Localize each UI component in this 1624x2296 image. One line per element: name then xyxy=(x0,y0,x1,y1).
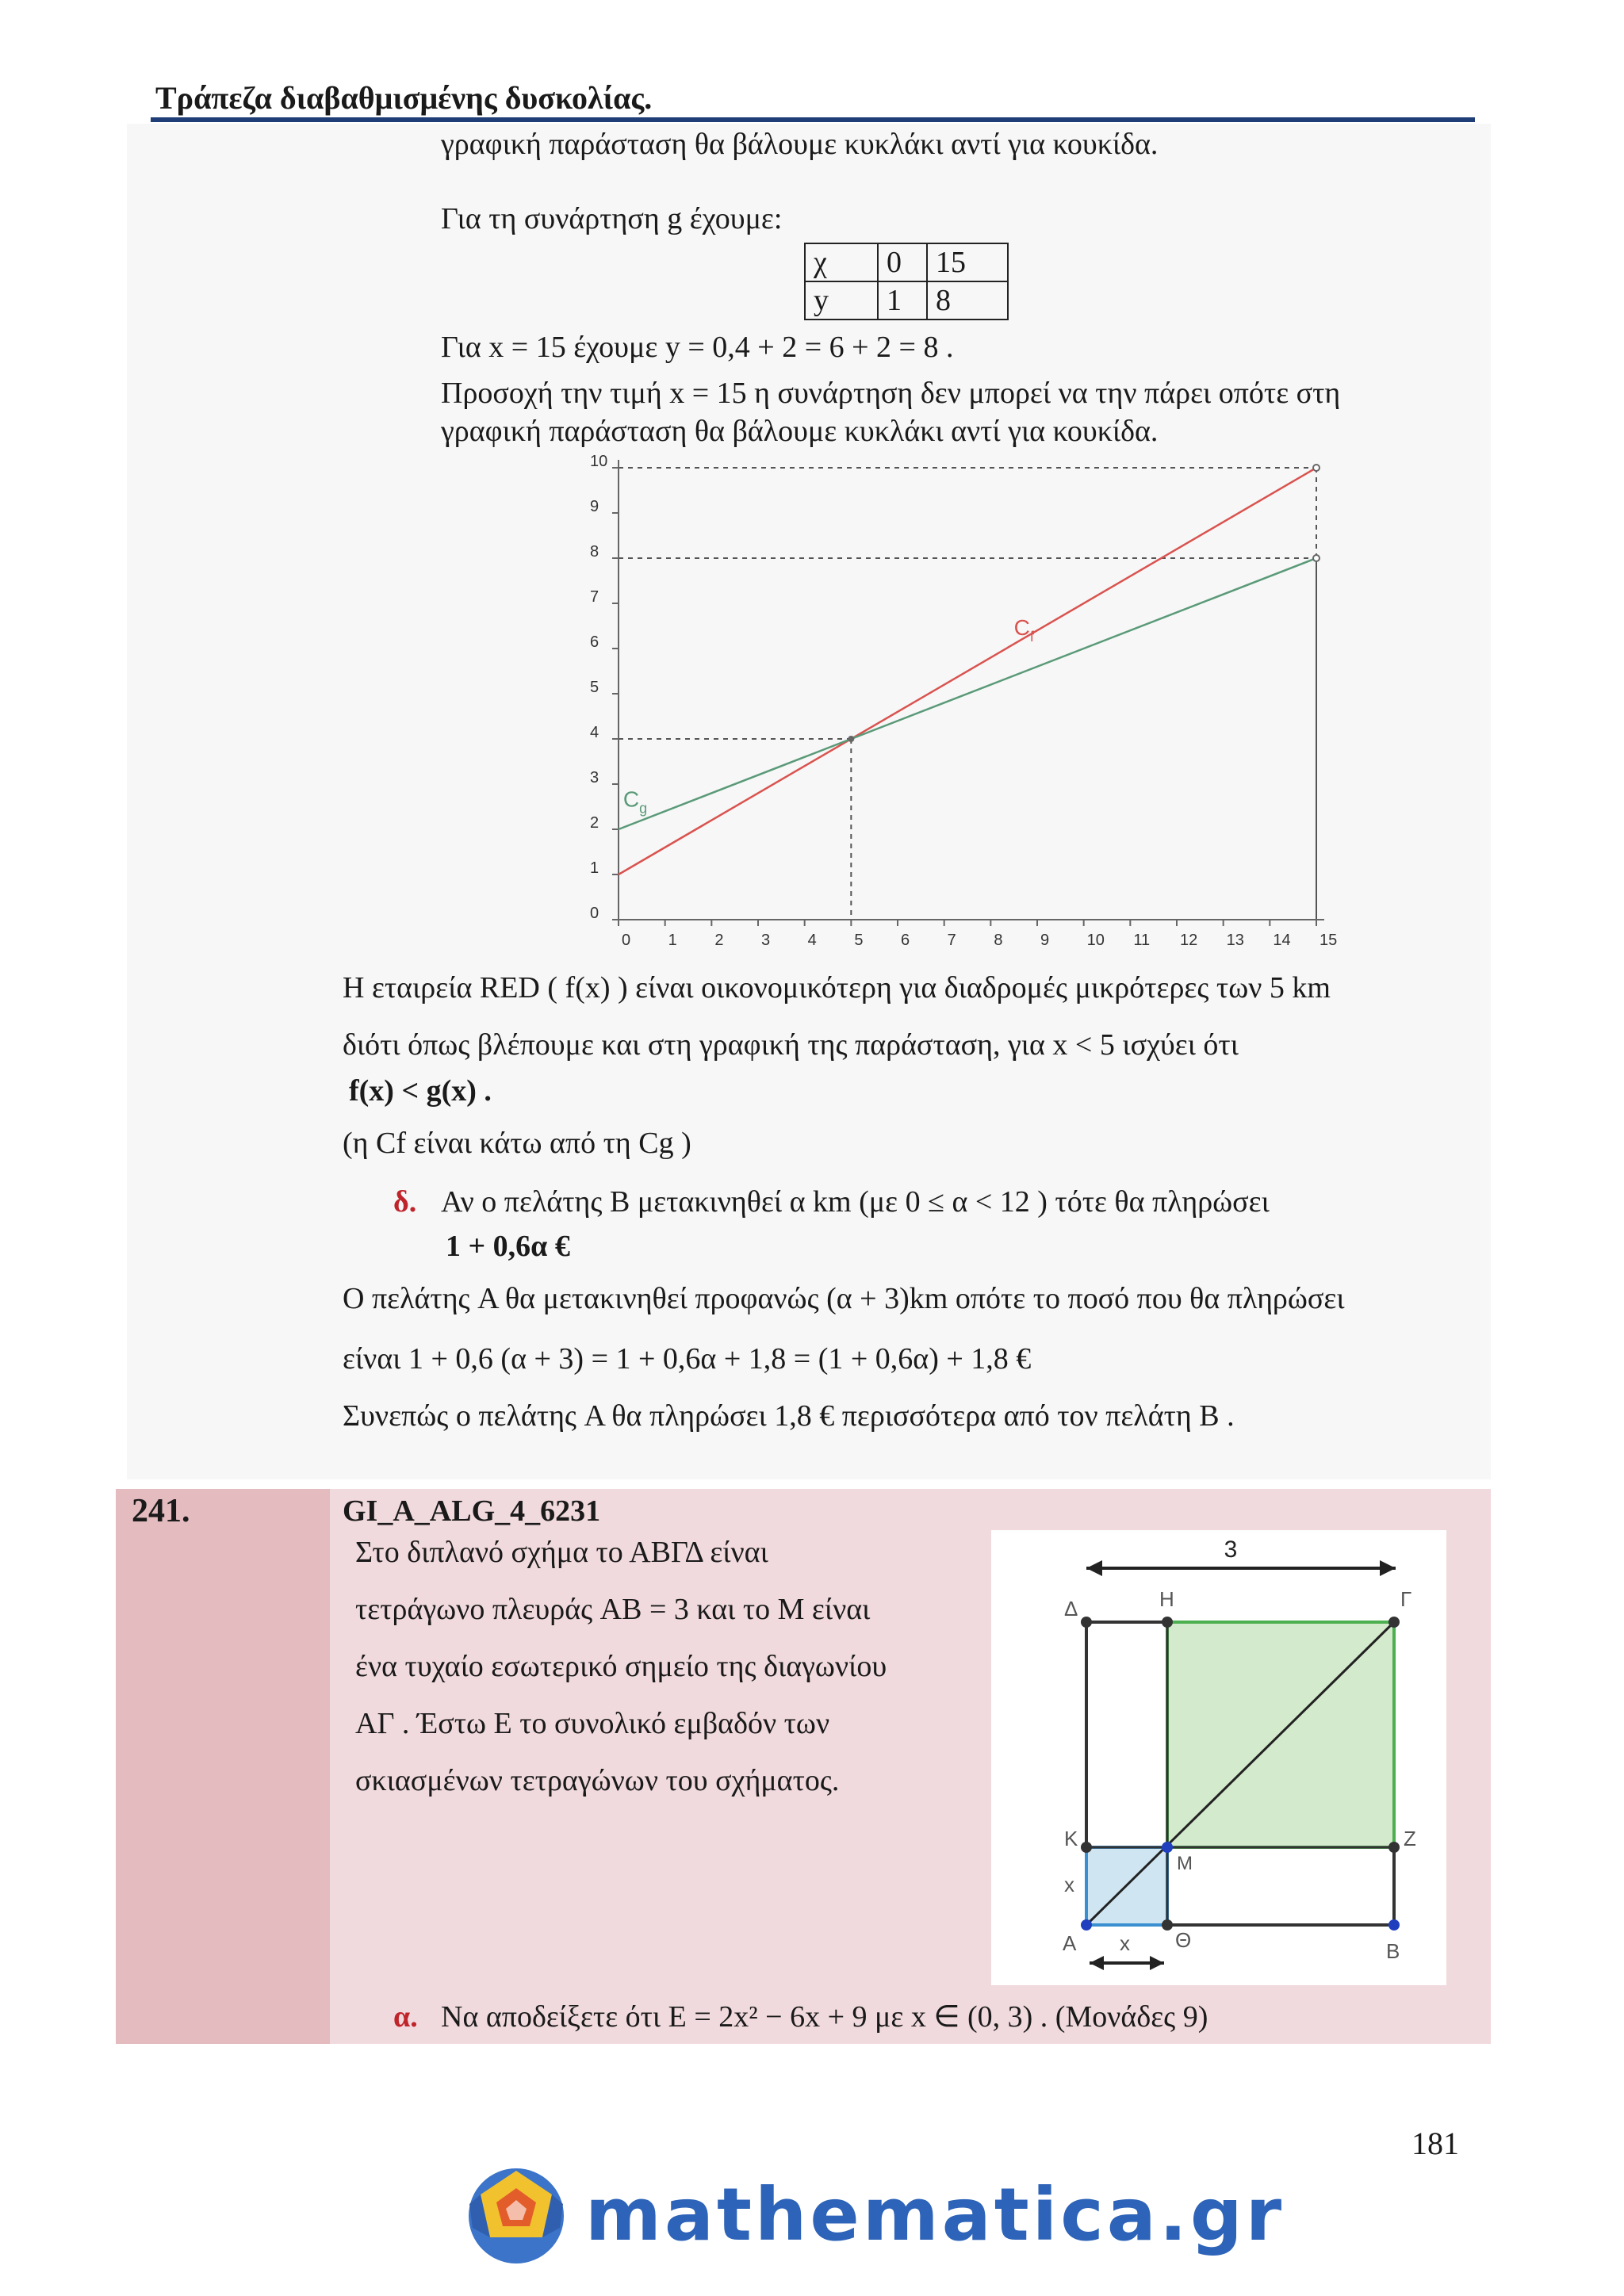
x-tick-label: 3 xyxy=(761,932,771,949)
series-label-cg: $C_g$ xyxy=(622,786,648,817)
y-tick-label: 0 xyxy=(590,905,599,922)
y-tick-label: 3 xyxy=(590,769,599,786)
y-tick-label: 10 xyxy=(590,453,608,470)
table-cell: 15 xyxy=(927,243,1008,281)
series-line-cf xyxy=(619,468,1316,874)
y-tick-label: 7 xyxy=(590,588,599,606)
table-cell: χ xyxy=(805,243,878,281)
y-tick-label: 2 xyxy=(590,814,599,832)
point-a xyxy=(1081,1919,1092,1931)
customer-a-line-1: Ο πελάτης A θα μετακινηθεί προφανώς (α + 3)km οπότε το ποσό που θα πληρώσει xyxy=(343,1282,1345,1315)
x-tick-label: 13 xyxy=(1226,932,1244,949)
part-alpha-text: Να αποδείξετε ότι E = 2x² − 6x + 9 με x ∈ (0, 3) . (Μονάδες 9) xyxy=(441,2000,1208,2034)
x-tick-label: 14 xyxy=(1273,932,1291,949)
logo-polyhedron-icon xyxy=(465,2164,568,2267)
point-m xyxy=(1162,1842,1173,1853)
x-tick-label: 8 xyxy=(994,932,1003,949)
conclusion-line-3: f(x) < g(x) . xyxy=(349,1074,492,1108)
x-tick-label: 2 xyxy=(714,932,724,949)
label-z: Z xyxy=(1404,1827,1416,1850)
customer-a-line-3: Συνεπώς ο πελάτης A θα πληρώσει 1,8 € περισσότερα από τον πελάτη B . xyxy=(343,1399,1235,1433)
label-x-side: x xyxy=(1064,1873,1074,1896)
square-figure xyxy=(991,1530,1446,1985)
part-delta-label: δ. xyxy=(393,1185,417,1219)
x-tick-label: 11 xyxy=(1133,932,1151,949)
part-delta-line-1: Αν ο πελάτης B μετακινηθεί α km (με 0 ≤ α < 12 ) τότε θα πληρώσει xyxy=(441,1185,1270,1219)
header-rule xyxy=(151,117,1475,122)
x15-line: Για x = 15 έχουμε y = 0,4 + 2 = 6 + 2 = 8 . xyxy=(441,331,954,364)
x-tick-label: 6 xyxy=(901,932,910,949)
conclusion-line-2: διότι όπως βλέπουμε και στη γραφική της παράσταση, για x < 5 ισχύει ότι xyxy=(343,1028,1239,1062)
conclusion-line-4: (η Cf είναι κάτω από τη Cg ) xyxy=(343,1127,691,1160)
table-cell: y xyxy=(805,281,878,320)
open-endpoint xyxy=(1313,465,1320,471)
y-tick-label: 6 xyxy=(590,633,599,651)
point-z xyxy=(1388,1842,1400,1853)
arrowhead-right xyxy=(1380,1560,1396,1576)
arrowhead-left xyxy=(1090,1956,1104,1970)
label-g: Γ xyxy=(1400,1587,1412,1611)
y-tick-label: 9 xyxy=(590,498,599,515)
point-theta xyxy=(1162,1919,1173,1931)
x-tick-label: 7 xyxy=(947,932,956,949)
y-tick-label: 5 xyxy=(590,679,599,696)
label-b: B xyxy=(1386,1939,1400,1963)
value-table-g xyxy=(804,243,1009,320)
x-tick-label: 12 xyxy=(1180,932,1198,949)
arrowhead-right xyxy=(1150,1956,1164,1970)
series-line-cg xyxy=(619,558,1316,829)
label-h: H xyxy=(1159,1587,1174,1611)
exercise-text-line: Στο διπλανό σχήμα το ΑΒΓΔ είναι xyxy=(355,1536,768,1569)
logo-text: mathematica.gr xyxy=(585,2172,1285,2257)
x-tick-label: 1 xyxy=(668,932,677,949)
intersection-point xyxy=(848,736,854,742)
exercise-number: 241. xyxy=(132,1493,190,1529)
y-tick-label: 4 xyxy=(590,724,599,741)
exercise-text-line: ένα τυχαίο εσωτερικό σημείο της διαγωνίου xyxy=(355,1650,887,1683)
exercise-number-column xyxy=(116,1489,330,2044)
series-label-cf-sub: f xyxy=(1029,628,1034,645)
x-tick-label: 0 xyxy=(622,932,631,949)
line-chart xyxy=(571,452,1348,959)
open-endpoint xyxy=(1313,555,1320,561)
label-a: A xyxy=(1063,1931,1077,1955)
x-tick-label: 5 xyxy=(854,932,864,949)
warning-line-1: Προσοχή την τιμή x = 15 η συνάρτηση δεν μπορεί να την πάρει οπότε στη xyxy=(441,377,1341,410)
exercise-code: GI_A_ALG_4_6231 xyxy=(343,1494,601,1528)
exercise-text-line: τετράγωνο πλευράς AB = 3 και το M είναι xyxy=(355,1593,871,1626)
exercise-text-line: σκιασμένων τετραγώνων του σχήματος. xyxy=(355,1764,840,1797)
part-alpha-label: α. xyxy=(393,2000,418,2034)
label-theta: Θ xyxy=(1175,1928,1192,1952)
x-tick-label: 9 xyxy=(1040,932,1050,949)
point-b xyxy=(1388,1919,1400,1931)
y-tick-label: 1 xyxy=(590,859,599,877)
series-label-cg-sub: g xyxy=(639,800,648,817)
x-tick-label: 10 xyxy=(1086,932,1105,949)
page-number: 181 xyxy=(1411,2126,1459,2161)
point-k xyxy=(1081,1842,1092,1853)
point-h xyxy=(1162,1617,1173,1628)
label-d: Δ xyxy=(1064,1597,1078,1621)
table-cell: 8 xyxy=(927,281,1008,320)
x-tick-label: 15 xyxy=(1320,932,1338,949)
text-line: γραφική παράσταση θα βάλουμε κυκλάκι αντί για κουκίδα. xyxy=(441,128,1159,161)
dimension-label: 3 xyxy=(1224,1536,1238,1563)
conclusion-line-1: Η εταιρεία RED ( f(x) ) είναι οικονομικότερη για διαδρομές μικρότερες των 5 km xyxy=(343,971,1331,1004)
x-tick-label: 4 xyxy=(807,932,817,949)
exercise-text-line: AΓ . Έστω E το συνολικό εμβαδόν των xyxy=(355,1707,830,1740)
y-tick-label: 8 xyxy=(590,543,599,561)
label-x-bottom: x xyxy=(1120,1931,1130,1955)
g-intro: Για τη συνάρτηση g έχουμε: xyxy=(441,202,783,235)
warning-line-2: γραφική παράσταση θα βάλουμε κυκλάκι αντί για κουκίδα. xyxy=(441,415,1159,448)
page-header-title: Τράπεζα διαβαθμισμένης δυσκολίας. xyxy=(155,80,653,116)
table-cell: 0 xyxy=(878,243,927,281)
series-label-cf: $C_f$ xyxy=(1013,614,1034,645)
customer-a-line-2: είναι 1 + 0,6 (α + 3) = 1 + 0,6α + 1,8 = (1 + 0,6α) + 1,8 € xyxy=(343,1342,1032,1376)
part-delta-line-2: 1 + 0,6α € xyxy=(446,1230,570,1263)
point-d xyxy=(1081,1617,1092,1628)
point-g xyxy=(1388,1617,1400,1628)
arrowhead-left xyxy=(1086,1560,1102,1576)
table-cell: 1 xyxy=(878,281,927,320)
label-k: K xyxy=(1064,1827,1078,1850)
label-m: M xyxy=(1177,1853,1193,1874)
